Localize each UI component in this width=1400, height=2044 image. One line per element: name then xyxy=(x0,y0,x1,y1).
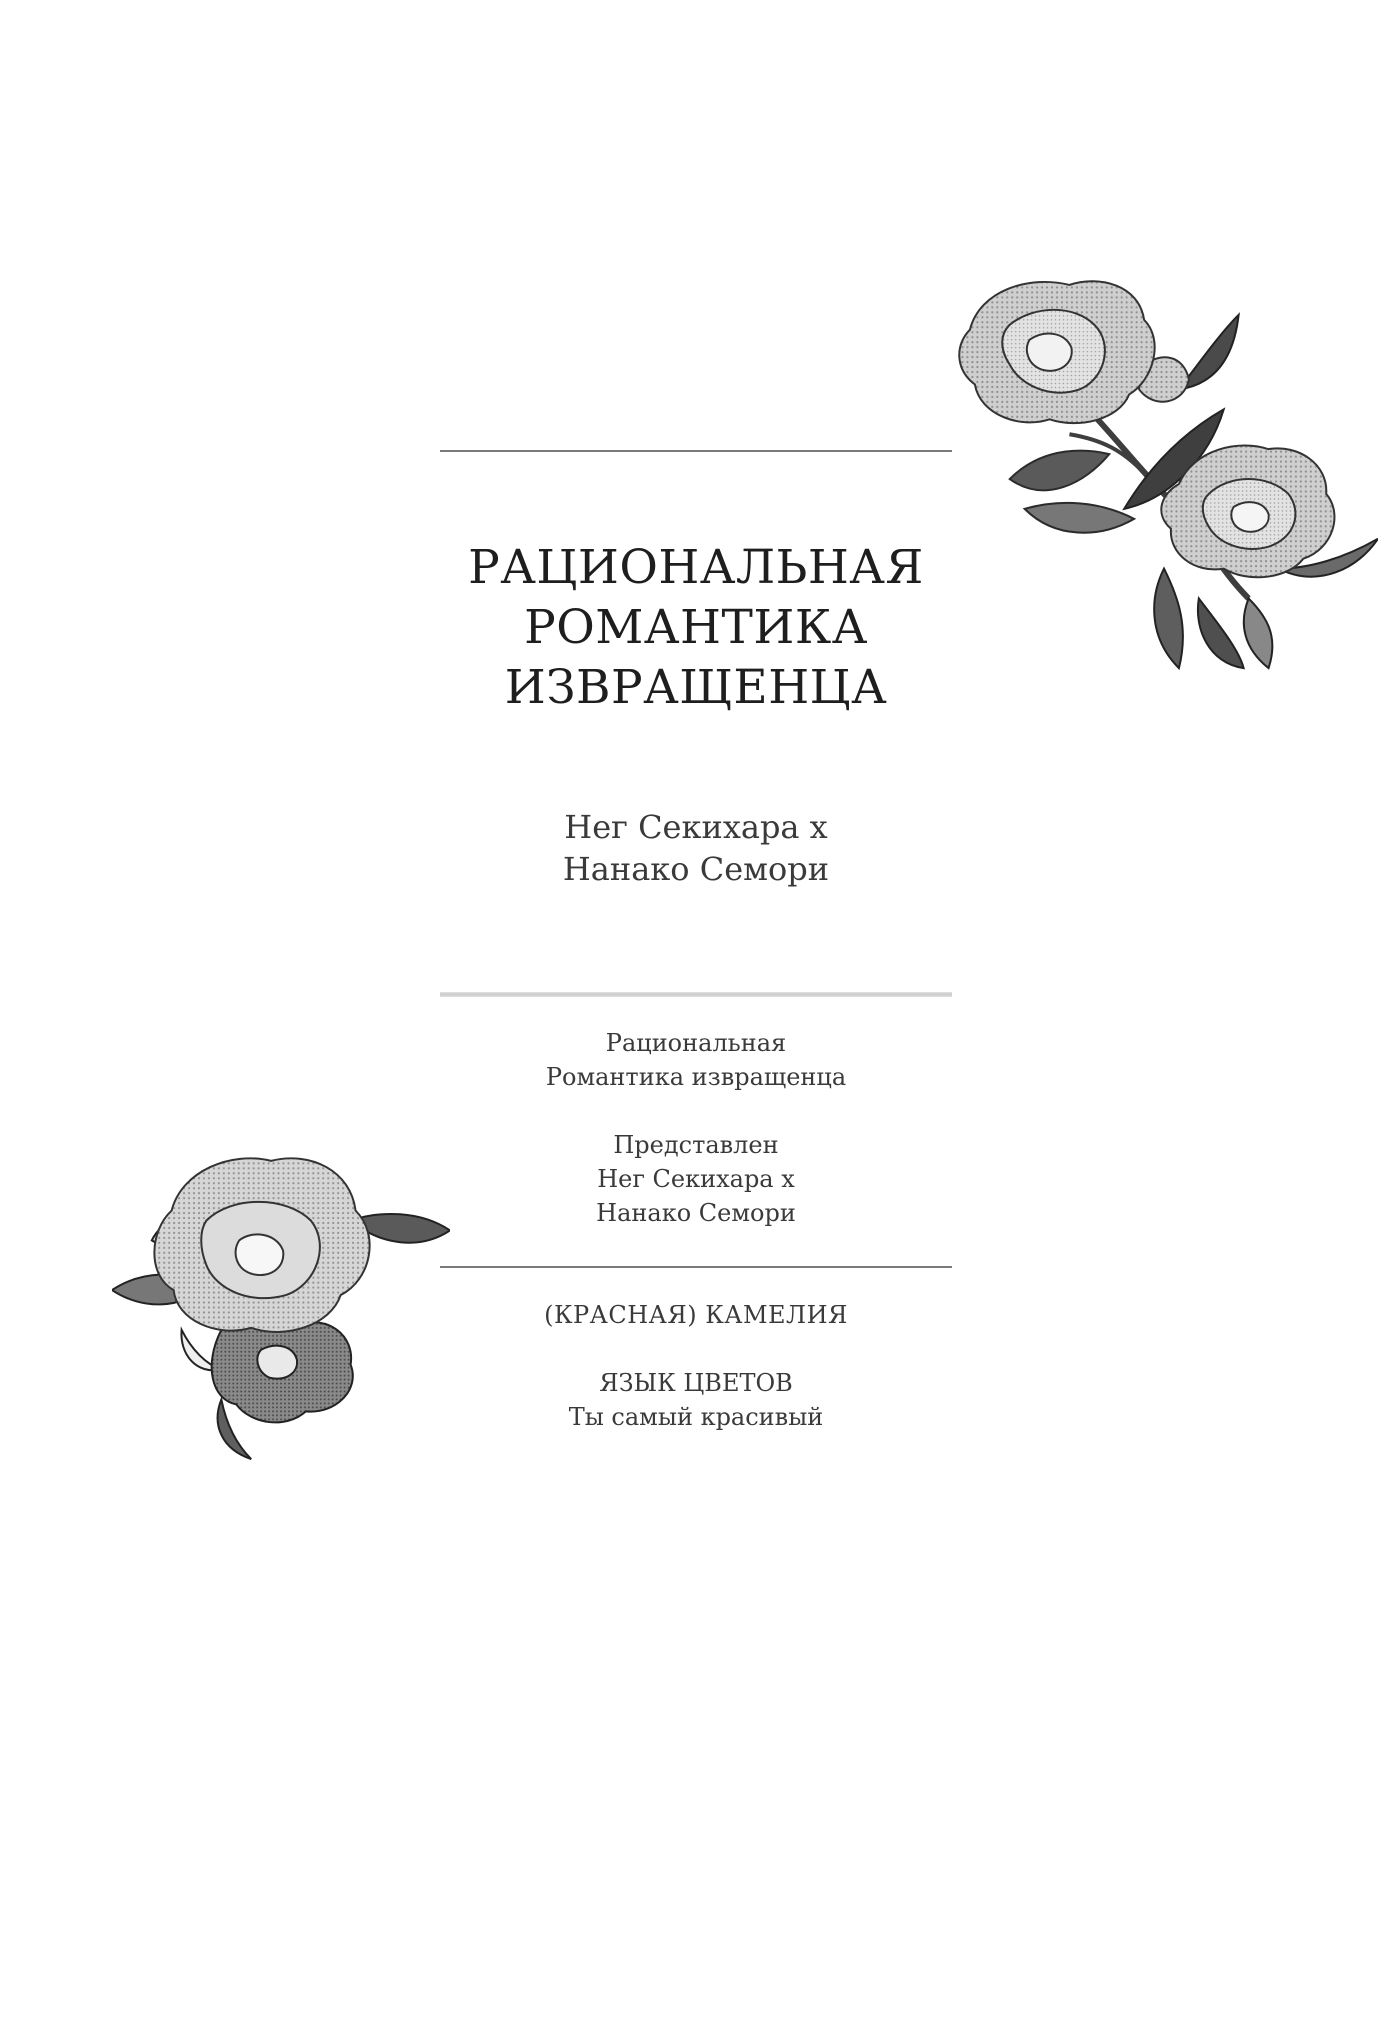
lower-divider xyxy=(440,1266,952,1268)
flower-language-label: ЯЗЫК ЦВЕТОВ xyxy=(599,1369,793,1397)
presented-line-3: Нанако Семори xyxy=(596,1199,796,1227)
presented-line-1: Представлен xyxy=(613,1131,779,1159)
info-title xyxy=(440,1026,952,1094)
book-title-line-2: РОМАНТИКА xyxy=(524,600,868,655)
flower-name xyxy=(440,1298,952,1332)
middle-divider xyxy=(440,992,952,997)
top-divider xyxy=(440,450,952,452)
info-presented xyxy=(440,1128,952,1230)
camellia-bloom-icon xyxy=(112,1150,450,1460)
info-title-line-1: Рациональная xyxy=(605,1029,787,1057)
flower-language xyxy=(440,1366,952,1434)
book-title xyxy=(440,538,952,718)
authors-line-1: Нег Секихара х xyxy=(564,808,828,846)
book-title-line-1: РАЦИОНАЛЬНАЯ xyxy=(468,540,924,595)
book-authors xyxy=(440,806,952,890)
info-title-line-2: Романтика извращенца xyxy=(545,1063,847,1091)
presented-line-2: Нег Секихара х xyxy=(597,1165,795,1193)
book-title-line-3: ИЗВРАЩЕНЦА xyxy=(504,660,888,715)
flower-meaning: Ты самый красивый xyxy=(568,1403,824,1431)
flower-name-text: (КРАСНАЯ) КАМЕЛИЯ xyxy=(544,1301,848,1329)
camellia-branch-icon xyxy=(950,268,1378,700)
authors-line-2: Нанако Семори xyxy=(562,850,830,888)
